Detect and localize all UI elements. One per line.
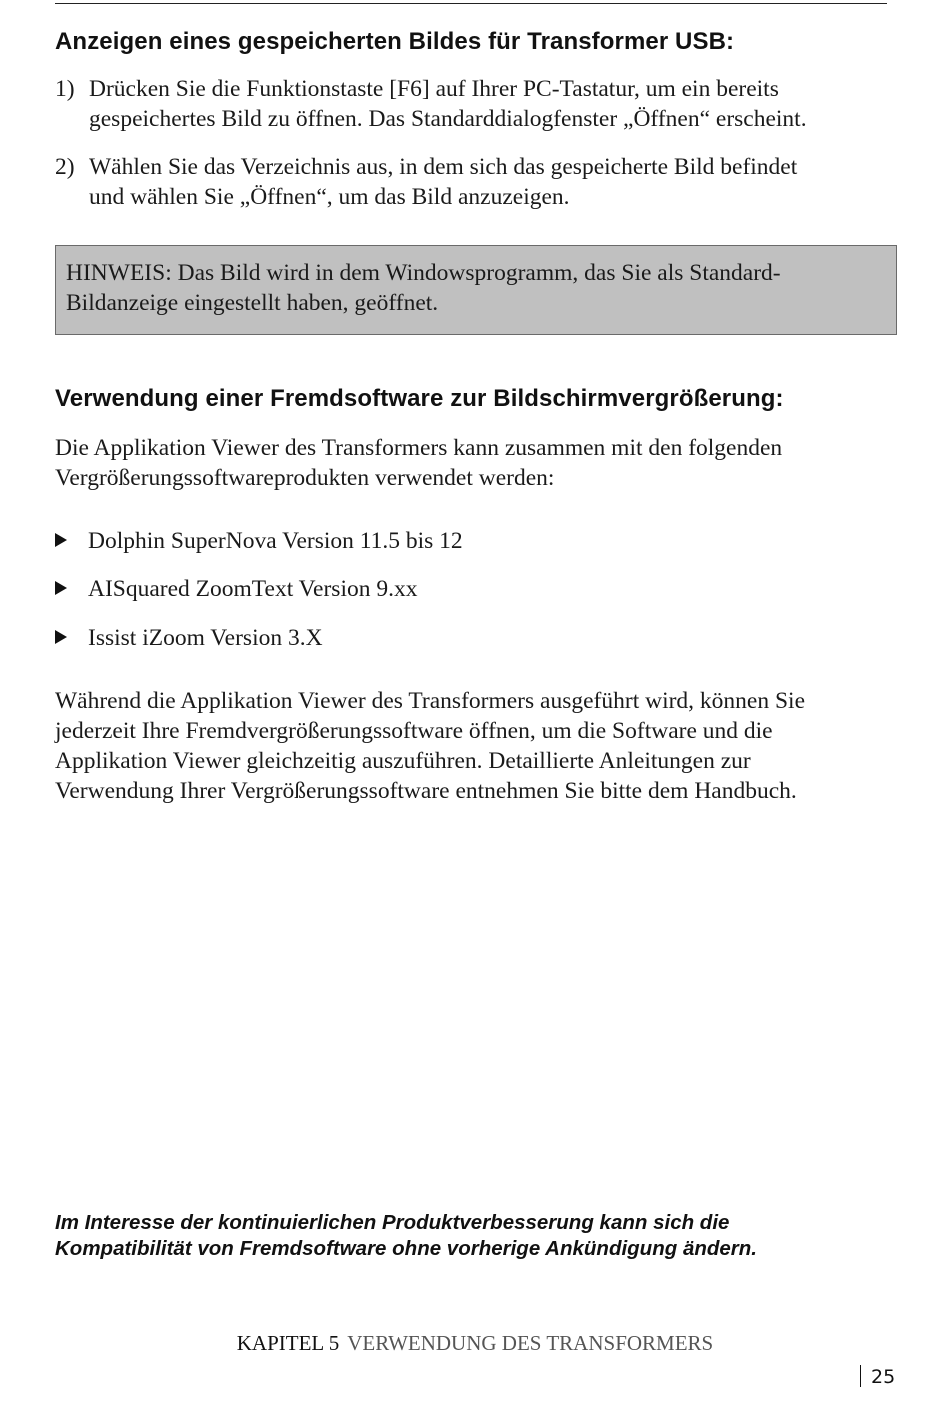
paragraph-line: Während die Applikation Viewer des Transformers ausgeführt wird, können Sie — [55, 688, 806, 714]
paragraph-line: Vergrößerungssoftwareprodukten verwendet werden: — [55, 465, 555, 491]
paragraph-line: Applikation Viewer gleichzeitig auszuführen. Detaillierte Anleitungen zur — [55, 748, 751, 774]
footer-chapter-title: VERWENDUNG DES TRANSFORMERS — [347, 1331, 714, 1355]
note-text-line: Bildanzeige eingestellt haben, geöffnet. — [66, 290, 439, 316]
page-number-divider — [860, 1365, 861, 1387]
list-item — [55, 526, 463, 556]
body-paragraph — [55, 686, 895, 806]
step-text-line: und wählen Sie „Öffnen“, um das Bild anzuzeigen. — [89, 184, 570, 210]
intro-paragraph — [55, 433, 895, 493]
paragraph-line: Verwendung Ihrer Vergrößerungssoftware entnehmen Sie bitte dem Handbuch. — [55, 778, 797, 804]
disclaimer-line: Kompatibilität von Fremdsoftware ohne vorherige Ankündigung ändern. — [55, 1237, 757, 1260]
note-box — [55, 245, 897, 335]
page-number — [860, 1365, 895, 1389]
footer-chapter — [0, 1330, 950, 1356]
paragraph-line: Die Applikation Viewer des Transformers kann zusammen mit den folgenden — [55, 435, 783, 461]
section-heading-third-party-magnification: Verwendung einer Fremdsoftware zur Bildschirmvergrößerung: — [55, 385, 784, 412]
section-heading-viewing-saved-image: Anzeigen eines gespeicherten Bildes für Transformer USB: — [55, 28, 735, 55]
list-item-label: Dolphin SuperNova Version 11.5 bis 12 — [88, 528, 463, 554]
page-number-value: 25 — [871, 1366, 896, 1388]
step-number: 1) — [55, 76, 75, 102]
bullet-triangle-icon — [55, 581, 67, 595]
step-1 — [55, 74, 807, 134]
list-item-label: Issist iZoom Version 3.X — [88, 625, 323, 651]
step-2 — [55, 152, 797, 212]
list-item — [55, 623, 323, 653]
note-text-line: HINWEIS: Das Bild wird in dem Windowsprogramm, das Sie als Standard- — [66, 260, 781, 286]
step-number: 2) — [55, 154, 75, 180]
step-text-line: gespeichertes Bild zu öffnen. Das Standarddialogfenster „Öffnen“ erscheint. — [89, 106, 807, 132]
list-item-label: AISquared ZoomText Version 9.xx — [88, 576, 418, 602]
bullet-triangle-icon — [55, 630, 67, 644]
disclaimer — [55, 1210, 757, 1262]
bullet-triangle-icon — [55, 533, 67, 547]
step-text-line: Wählen Sie das Verzeichnis aus, in dem sich das gespeicherte Bild befindet — [89, 154, 798, 180]
step-text-line: Drücken Sie die Funktionstaste [F6] auf Ihrer PC-Tastatur, um ein bereits — [89, 76, 779, 102]
list-item — [55, 574, 417, 604]
top-rule — [55, 3, 887, 4]
footer-chapter-number: KAPITEL 5 — [236, 1331, 340, 1355]
paragraph-line: jederzeit Ihre Fremdvergrößerungssoftware öffnen, um die Software und die — [55, 718, 773, 744]
disclaimer-line: Im Interesse der kontinuierlichen Produktverbesserung kann sich die — [55, 1211, 730, 1234]
